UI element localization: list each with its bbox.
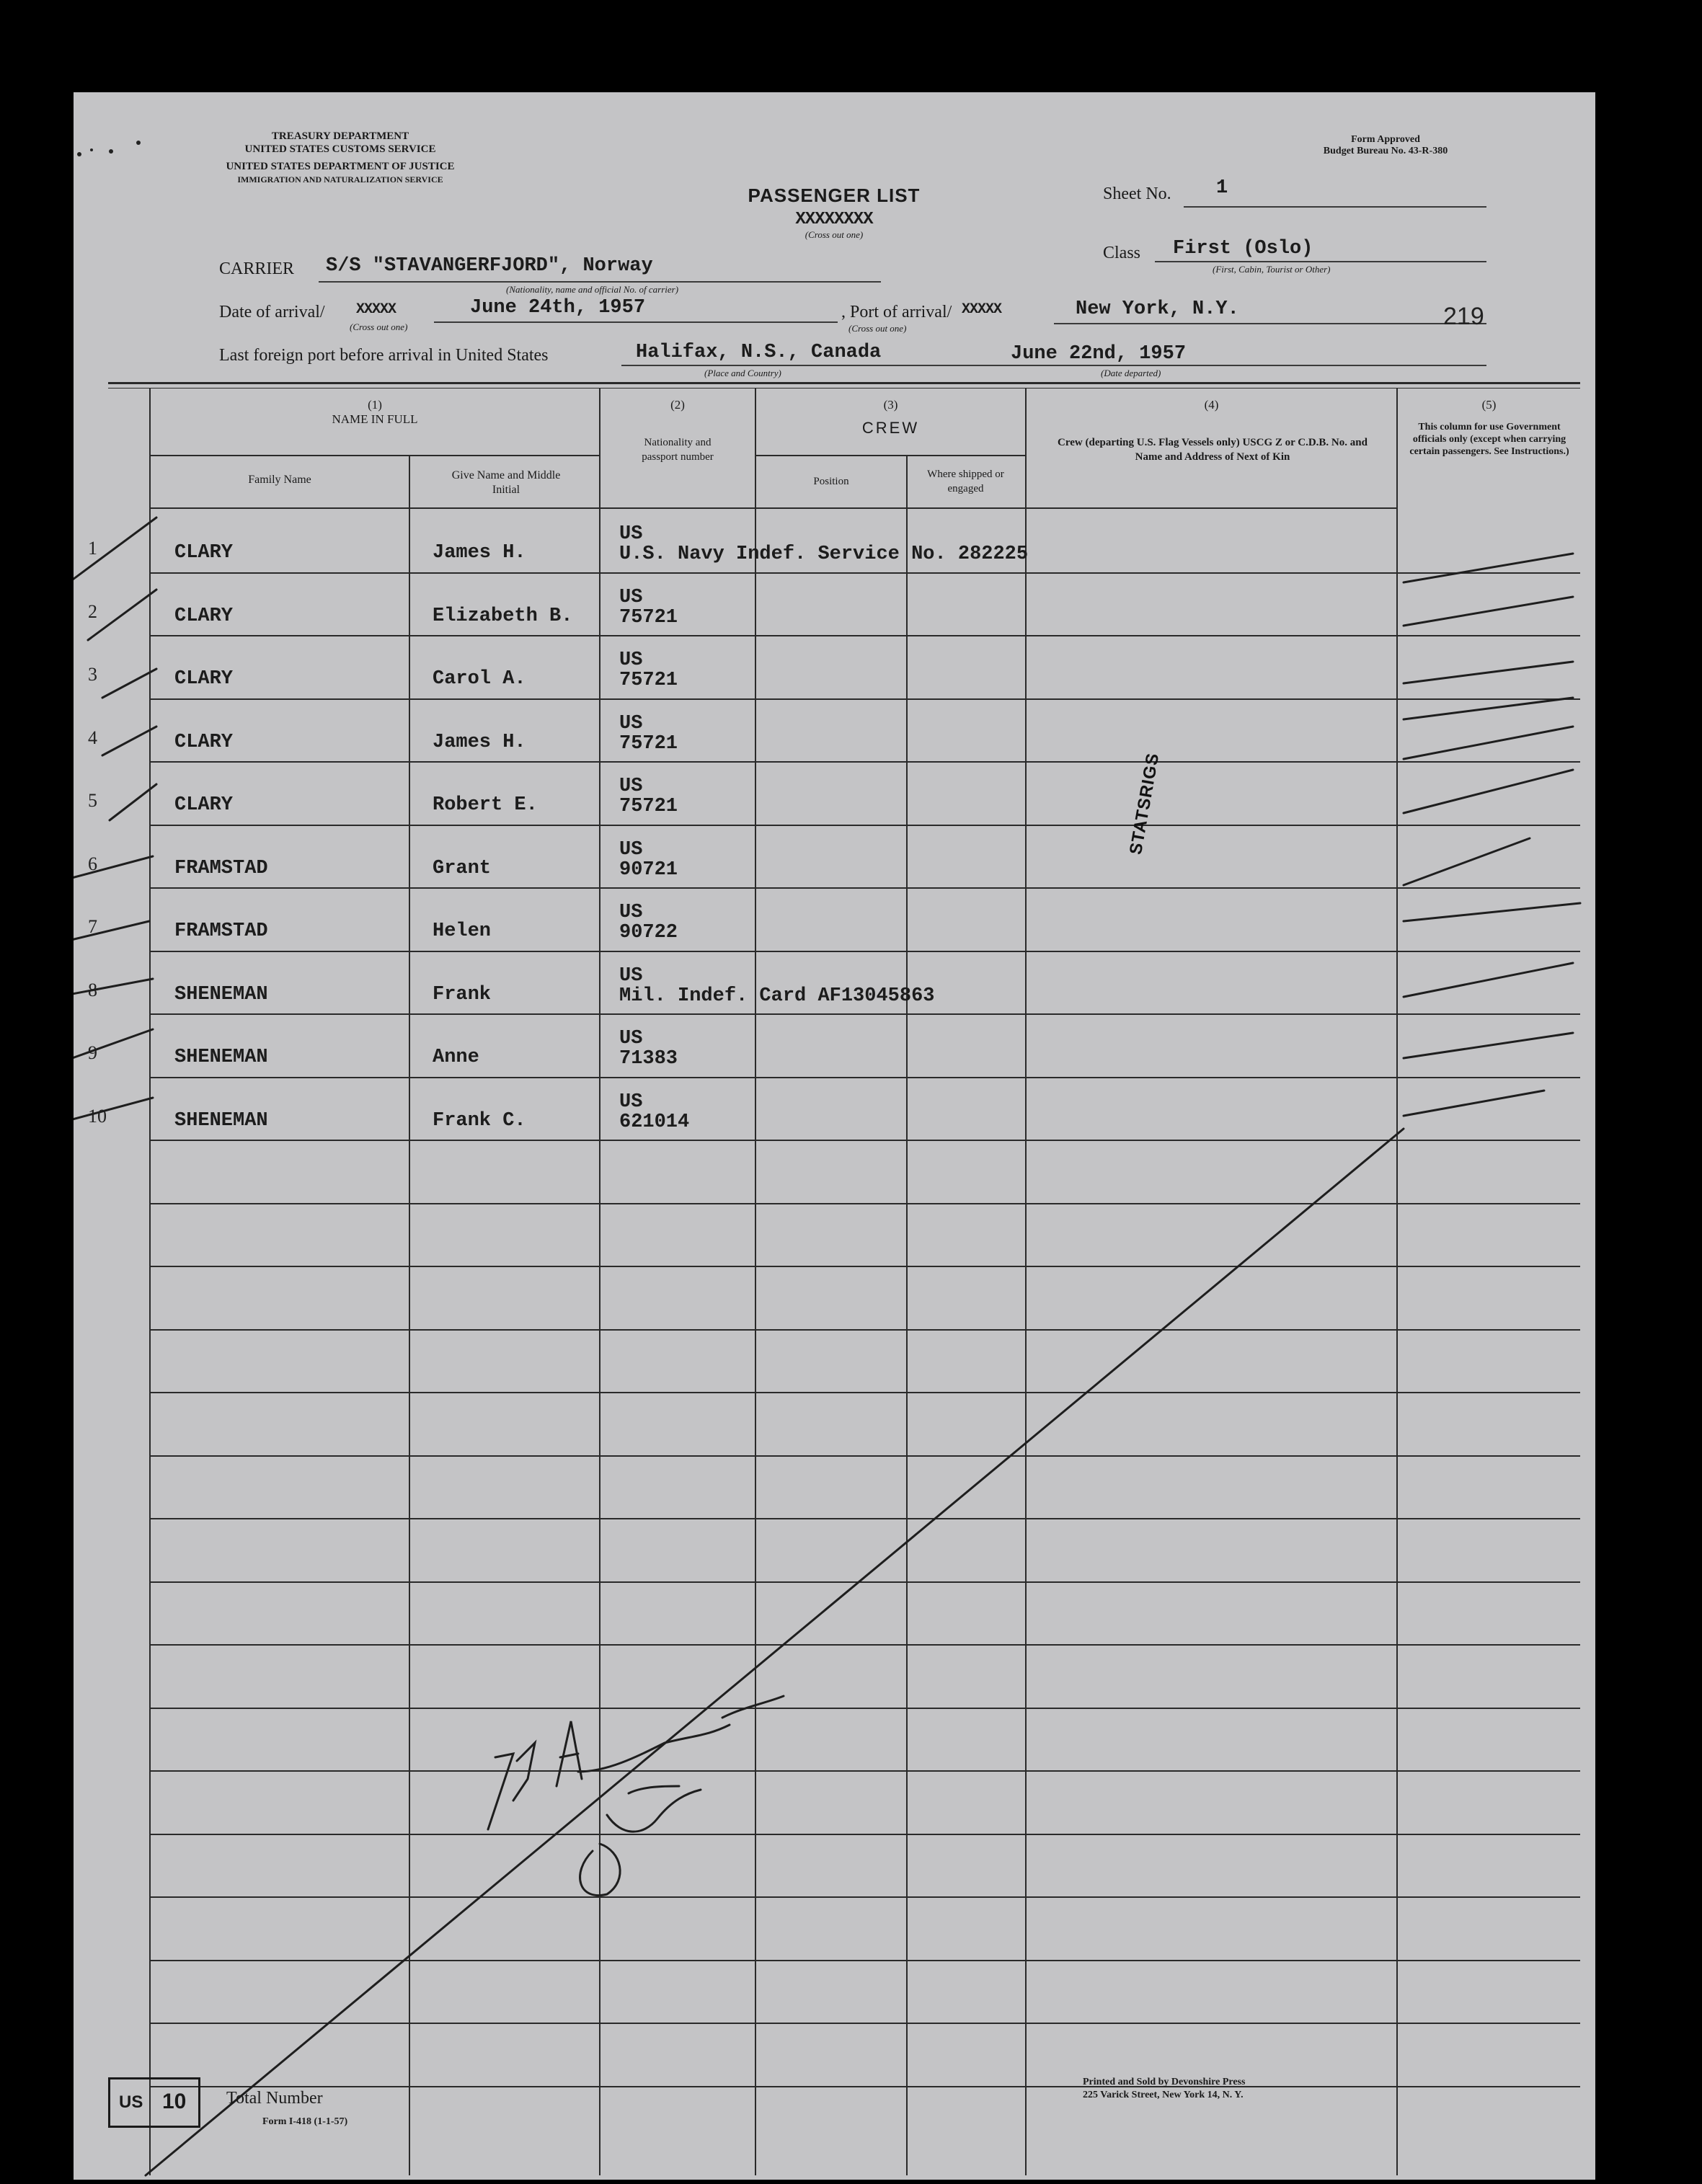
form-id: Form I-418 (1-1-57) bbox=[262, 2116, 348, 2127]
arrival-port-value: New York, N.Y. bbox=[1076, 298, 1239, 320]
total-label: Total Number bbox=[226, 2089, 323, 2108]
arrival-date-note: (Cross out one) bbox=[350, 321, 408, 332]
row-number: 10 bbox=[88, 1106, 107, 1127]
total-prefix: US bbox=[119, 2092, 143, 2112]
col5-num: (5) bbox=[1481, 398, 1497, 412]
passport-number: 90722 bbox=[619, 922, 678, 944]
sheet-number: 1 bbox=[1216, 177, 1228, 199]
family-name: CLARY bbox=[174, 605, 234, 627]
last-port-value: Halifax, N.S., Canada bbox=[636, 342, 882, 363]
passport-number: U.S. Navy Indef. Service No. 282225 bbox=[619, 543, 1029, 565]
agency-ins: IMMIGRATION AND NATURALIZATION SERVICE bbox=[237, 174, 443, 185]
handwritten-markings bbox=[74, 92, 1595, 2180]
row-number: 6 bbox=[88, 853, 97, 874]
family-name: SHENEMAN bbox=[174, 1047, 268, 1068]
budget-bureau-number: Budget Bureau No. 43-R-380 bbox=[1323, 146, 1448, 156]
row-number: 1 bbox=[88, 538, 97, 559]
given-name: Frank C. bbox=[433, 1110, 526, 1132]
nationality: US bbox=[619, 523, 643, 545]
row-number: 7 bbox=[88, 916, 97, 937]
nationality: US bbox=[619, 587, 643, 608]
row-number: 8 bbox=[88, 980, 97, 1000]
class-label: Class bbox=[1103, 244, 1141, 262]
family-name: CLARY bbox=[174, 542, 234, 564]
carrier-label: CARRIER bbox=[219, 259, 295, 278]
given-name: James H. bbox=[433, 732, 526, 753]
col4-title: Crew (departing U.S. Flag Vessels only) USCG Z or C.D.B. No. and Name and Address of Next of Kin bbox=[1058, 437, 1368, 463]
total-box bbox=[108, 2077, 200, 2128]
agency-customs: UNITED STATES CUSTOMS SERVICE bbox=[244, 143, 436, 155]
given-name: Grant bbox=[433, 858, 492, 879]
col5-title: This column for use Government officials only (except when carrying certain passengers. See Instructions.) bbox=[1409, 422, 1569, 457]
carrier-value: S/S "STAVANGERFJORD", Norway bbox=[326, 255, 653, 277]
nationality: US bbox=[619, 1028, 643, 1049]
page-number: 219 bbox=[1443, 303, 1484, 330]
nationality: US bbox=[619, 649, 643, 671]
departure-date-note: (Date departed) bbox=[1101, 368, 1161, 378]
arrival-port-label: , Port of arrival/ bbox=[841, 303, 952, 321]
col3-num: (3) bbox=[883, 398, 898, 412]
family-name: FRAMSTAD bbox=[174, 920, 268, 942]
row-number: 4 bbox=[88, 727, 97, 748]
form-approved-text: Form Approved bbox=[1351, 134, 1420, 145]
passport-number: 71383 bbox=[619, 1048, 678, 1070]
family-name: CLARY bbox=[174, 668, 234, 690]
passenger-list-document bbox=[74, 92, 1595, 2180]
family-name: SHENEMAN bbox=[174, 984, 268, 1006]
col-given-name: Give Name and Middle Initial bbox=[451, 469, 561, 496]
nationality: US bbox=[619, 1091, 643, 1113]
col-where-shipped: Where shipped or engaged bbox=[927, 469, 1004, 494]
col1-title: NAME IN FULL bbox=[332, 412, 418, 426]
departure-date-value: June 22nd, 1957 bbox=[1011, 343, 1187, 365]
last-port-note: (Place and Country) bbox=[704, 368, 781, 378]
printer-line1: Printed and Sold by Devonshire Press bbox=[1083, 2077, 1246, 2087]
given-name: James H. bbox=[433, 542, 526, 564]
diagonal-cancel-line bbox=[146, 1129, 1404, 2175]
col2-title: Nationality and passport number bbox=[642, 437, 714, 463]
family-name: FRAMSTAD bbox=[174, 858, 268, 879]
total-value: 10 bbox=[162, 2090, 187, 2113]
family-name: CLARY bbox=[174, 732, 234, 753]
sheet-label: Sheet No. bbox=[1103, 185, 1171, 203]
arrival-date-label: Date of arrival/ bbox=[219, 303, 325, 321]
row-number: 9 bbox=[88, 1042, 97, 1063]
page-title: PASSENGER LIST bbox=[748, 185, 921, 206]
given-name: Helen bbox=[433, 920, 492, 942]
row-number: 3 bbox=[88, 664, 97, 685]
carrier-note: (Nationality, name and official No. of carrier) bbox=[506, 284, 679, 295]
nationality: US bbox=[619, 713, 643, 734]
printer-block bbox=[1083, 2076, 1245, 2102]
printer-line2: 225 Varick Street, New York 14, N. Y. bbox=[1083, 2090, 1244, 2100]
passport-number: 75721 bbox=[619, 733, 678, 755]
class-value: First (Oslo) bbox=[1173, 238, 1313, 259]
given-name: Elizabeth B. bbox=[433, 605, 573, 627]
agency-justice: UNITED STATES DEPARTMENT OF JUSTICE bbox=[226, 161, 455, 172]
statsrigs-stamp: STATSRIGS bbox=[1126, 751, 1164, 856]
passport-number: 75721 bbox=[619, 796, 678, 817]
passport-number: 621014 bbox=[619, 1111, 690, 1133]
nationality: US bbox=[619, 839, 643, 861]
family-name: SHENEMAN bbox=[174, 1110, 268, 1132]
arrival-date-struck: XXXXX bbox=[356, 301, 396, 318]
nationality: US bbox=[619, 965, 643, 987]
col-position: Position bbox=[813, 476, 849, 487]
class-note: (First, Cabin, Tourist or Other) bbox=[1213, 264, 1331, 275]
passport-number: 90721 bbox=[619, 859, 678, 881]
arrival-date-value: June 24th, 1957 bbox=[470, 297, 646, 319]
nationality: US bbox=[619, 902, 643, 923]
arrival-port-note: (Cross out one) bbox=[848, 323, 907, 334]
col-family-name: Family Name bbox=[248, 474, 311, 486]
given-name: Frank bbox=[433, 984, 492, 1006]
row-number: 5 bbox=[88, 790, 97, 811]
title-note: (Cross out one) bbox=[805, 229, 864, 240]
col3-title: CREW bbox=[861, 419, 920, 437]
passport-number: 75721 bbox=[619, 607, 678, 629]
col4-num: (4) bbox=[1204, 398, 1219, 412]
col1-num: (1) bbox=[368, 398, 382, 412]
last-port-label: Last foreign port before arrival in United States bbox=[219, 346, 549, 365]
given-name: Robert E. bbox=[433, 794, 538, 816]
given-name: Carol A. bbox=[433, 668, 526, 690]
struck-title: XXXXXXXX bbox=[795, 210, 873, 229]
passport-number: Mil. Indef. Card AF13045863 bbox=[619, 985, 935, 1007]
nationality: US bbox=[619, 776, 643, 797]
agency-treasury: TREASURY DEPARTMENT bbox=[271, 130, 409, 142]
row-number: 2 bbox=[88, 601, 97, 622]
col2-num: (2) bbox=[670, 398, 685, 412]
given-name: Anne bbox=[433, 1047, 479, 1068]
passport-number: 75721 bbox=[619, 670, 678, 691]
arrival-port-struck: XXXXX bbox=[962, 301, 1002, 318]
family-name: CLARY bbox=[174, 794, 234, 816]
